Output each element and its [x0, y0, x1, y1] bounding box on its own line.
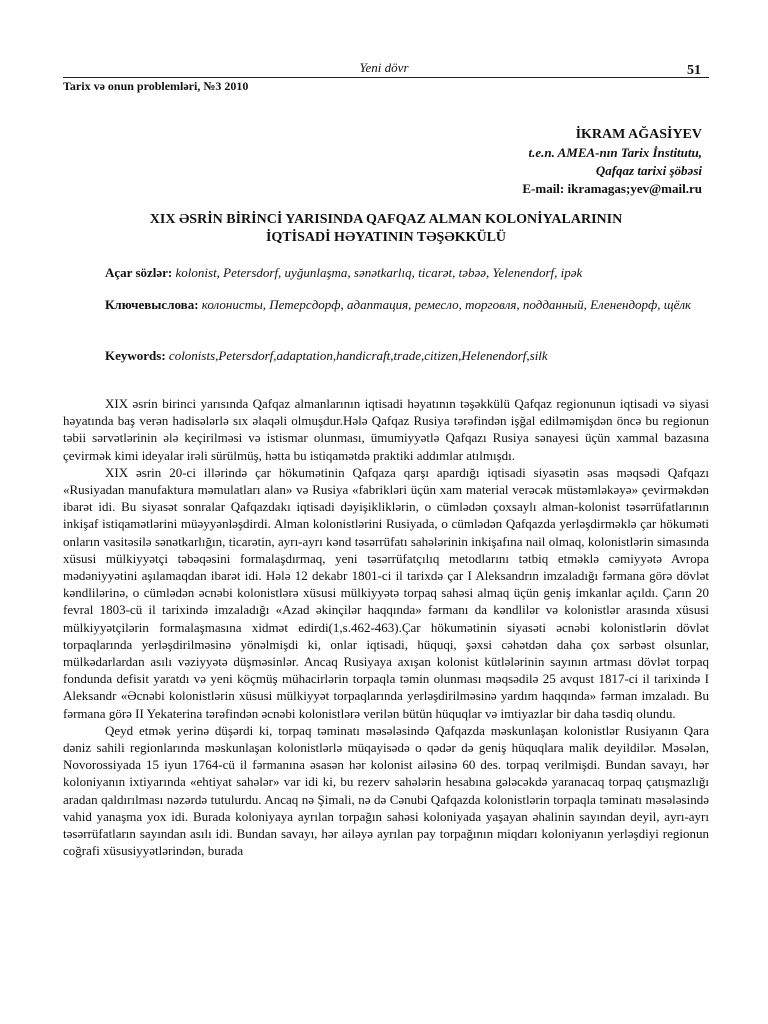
author-affiliation-department: Qafqaz tarixi şöbəsi — [595, 163, 702, 178]
journal-citation: Tarix və onun problemləri, №3 2010 — [63, 79, 249, 93]
body-paragraph-1: XIX əsrin birinci yarısında Qafqaz almanlarının iqtisadi həyatının təşəkkülü Qafqaz regionunun iqtisadi və siyasi həyatında baş verən hadisələrlə sıx əlaqəli olmuşdur.Hələ Qafqaz Rusiya tərəfindən işğal edilməmişdən öncə bu regionun təbii sərvətlərinin ələ keçirilməsi və istismar olunması, ümumiyyətlə Qafqazı Rusiya sənayesi üçün xammal bazasına çevirmək kimi ideyalar irəli sürülmüş, hətta bu istiqamətdə praktiki addımlar atılmışdı. — [63, 396, 709, 463]
keywords-ru-value: колонисты, Петерсдорф, адаптация, ремесло, торговля, подданный, Еленендорф, щёлк — [201, 297, 692, 312]
keywords-russian — [105, 295, 709, 315]
running-title: Yeni dövr — [359, 60, 409, 75]
keywords-english — [105, 346, 709, 366]
article-title — [63, 211, 709, 247]
keywords-az-label: Açar sözlər: — [105, 265, 173, 280]
author-affiliation-institute: t.e.n. AMEA-nın Tarix İnstitutu, — [528, 145, 702, 160]
author-name: İKRAM AĞASİYEV — [575, 127, 702, 142]
article-body — [63, 395, 709, 859]
body-paragraph-3: Qeyd etmək yerinə düşərdi ki, torpaq təminatı məsələsində Qafqazda məskunlaşan kolonistlər Rusiyanın Qara dəniz sahili regionlarında məskunlaşan kolonistlərlə müqayisədə o qədər də geniş hüquqlara malik deyildilər. Məsələn, Novorossiyada 15 iyun 1764-cü il fərmanına əsasən hər kolonist ailəsinə 60 des. torpaq verilmişdi. Bundan savayı, hər koloniyanın ixtiyarında «ehtiyat sahələr» var idi ki, bu rezerv sahələrin hesabına gələcəkdə yaranacaq torpaq çatışmazlığı aradan qaldırılması nəzərdə tutulurdu. Ancaq nə Şimali, nə də Cənubi Qafqazda kolonistlərin torpaqla təminatı məsələsində vahid yanaşma yox idi. Burada koloniyaya ayrılan torpağın sahəsi koloniyada yaşayan əhalinin sayından deyil, ayrı-ayrı təsərrüfatların sayından asılı idi. Bundan savayı, hər ailəyə ayrılan pay torpağının miqdarı koloniyanın yerləşdiyi regionun coğrafi xüsusiyyətlərindən, burada — [63, 722, 709, 859]
author-block — [522, 126, 702, 198]
keywords-azerbaijani — [105, 263, 709, 283]
author-email: E-mail: ikramagas;yev@mail.ru — [522, 181, 702, 196]
header-divider — [63, 77, 709, 78]
keywords-en-label: Keywords: — [105, 348, 166, 363]
keywords-ru-label: Ключевыслова: — [105, 297, 199, 312]
keywords-en-value: colonists,Petersdorf,adaptation,handicraft,trade,citizen,Helenendorf,silk — [168, 348, 548, 363]
article-title-line-2: İQTİSADİ HƏYATININ TƏŞƏKKÜLÜ — [265, 230, 507, 245]
keywords-az-value: kolonist, Petersdorf, uyğunlaşma, sənətkarlıq, ticarət, təbəə, Yelenendorf, ipək — [175, 265, 583, 280]
body-paragraph-2: XIX əsrin 20-ci illərində çar hökumətinin Qafqaza qarşı apardığı iqtisadi siyasətin əsas məqsədi Qafqazı «Rusiyadan manufaktura məmulatları alan» və Rusiya «fabrikləri üçün xam material verəcək müstəmləkəyə» çevirməkdən ibarət idi. Bu siyasət sonralar Qafqazdakı iqtisadi dəyişikliklərin, o cümlədən çoxsaylı alman-kolonist təsərrüfatlarının inkişaf istiqamətlərini müəyyənləşdirdi. Alman kolonistlərini Rusiyada, o cümlədən Qafqazda yerləşdirməklə çar hökuməti onların vasitəsilə sənətkarlığın, ticarətin, ayrı-ayrı kənd təsərrüfatı sahələrinin inkişafına nail olmaq, kolonistlərin simasında xüsusi mülkiyyətçi təbəqəsini formalaşdırmaq, yeni təsərrüfatçılıq metodlarını tətbiq etməklə cəmiyyətə Avropa mədəniyyətini aşılamaqdan ibarət idi. Hələ 12 dekabr 1801-ci il tarixdə çar I Aleksandrın imzaladığı fərmana görə dövlət kəndlilərinə, o cümlədən əcnəbi kolonistlərə xüsusi mülkiyyətə torpaq sahəsi almaq üçün geniş imkanlar açıldı. Çarın 20 fevral 1803-cü il tarixində imzaladığı «Azad əkinçilər haqqında» fərmanı da kəndlilər və kolonistlər arasında xüsusi mülkiyyətçilərin formalaşmasına xidmət edirdi(1,s.462-463).Çar hökumətinin siyasəti əcnəbi kolonistlərin dövlət torpaqlarında yerləşdirilməsinə yönəlmişdi ki, onlar iqtisadi, hüquqi, şəxsi cəhətdən daha çox sərbəst olsunlar, mülkədarlardan asılı vəziyyətə düşməsinlər. Ancaq Rusiyaya axışan kolonist kütlələrinin sayının artması dövlət torpaq fondunda defisit yaratdı və yeni köçmüş mühacirlərin torpaqla təmin olunması məqsədilə 25 avqust 1817-ci il tarixində I Aleksandr «Əcnəbi kolonistlərin xüsusi mülkiyyət torpaqlarında yerləşdirilməsinə yardım haqqında» fərman imzaladı. Bu fərmana görə II Yekaterina tərəfindən əcnəbi kolonistlərə verilən bütün hüquqlar və imtiyazlar bir daha təsdiq olundu. — [63, 464, 709, 721]
page-number: 51 — [687, 63, 701, 78]
article-title-line-1: XIX ƏSRİN BİRİNCİ YARISINDA QAFQAZ ALMAN KOLONİYALARININ — [149, 212, 623, 227]
